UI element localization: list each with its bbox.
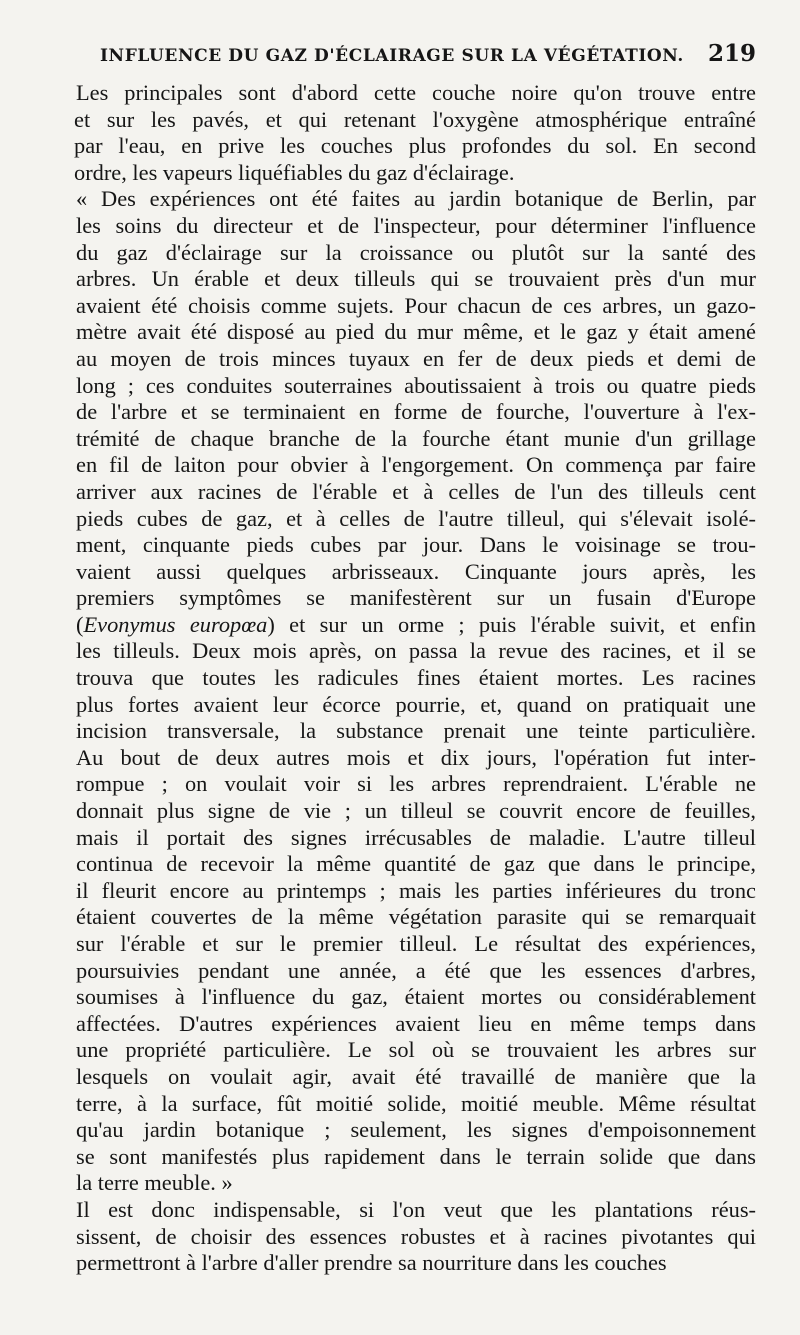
- text-line: premiers symptômes se manifestèrent sur un fusain d'Europe: [76, 585, 756, 611]
- text-line: les soins du directeur et de l'inspecteur, pour déterminer l'influence: [76, 212, 756, 238]
- text-line: au moyen de trois minces tuyaux en fer de deux pieds et demi de: [76, 345, 756, 371]
- text-line: les tilleuls. Deux mois après, on passa la revue des racines, et il se: [76, 638, 756, 664]
- text-line: Les principales sont d'abord cette couche noire qu'on trouve entre: [76, 80, 756, 105]
- text-line: étaient couvertes de la même végétation parasite qui se remarquait: [76, 904, 756, 930]
- text-line: sur l'érable et sur le premier tilleul. Le résultat des expériences,: [76, 931, 756, 956]
- text-line: arriver aux racines de l'érable et à celles de l'un des tilleuls cent: [76, 478, 756, 504]
- text-line: incision transversale, la substance prenait une teinte particulière.: [76, 718, 756, 744]
- text-line: ment, cinquante pieds cubes par jour. Dans le voisinage se trou-: [76, 532, 756, 558]
- text-line: vaient aussi quelques arbrisseaux. Cinquante jours après, les: [76, 558, 756, 584]
- text-line: par l'eau, en prive les couches plus profondes du sol. En second: [74, 133, 756, 159]
- text-line: mais il portait des signes irrécusables de maladie. L'autre tilleul: [76, 824, 756, 850]
- text-line: soumises à l'influence du gaz, étaient mortes ou considérablement: [76, 984, 756, 1010]
- paragraph: [52, 80, 756, 186]
- text-line: affectées. D'autres expériences avaient lieu en même temps dans: [76, 1010, 756, 1036]
- text-line: permettront à l'arbre d'aller prendre sa nourriture dans les couches: [76, 1250, 667, 1276]
- text-line: une propriété particulière. Le sol où se trouvaient les arbres sur: [76, 1037, 756, 1063]
- text-line: trémité de chaque branche de la fourche étant munie d'un grillage: [76, 425, 756, 451]
- text-line: mètre avait été disposé au pied du mur même, et le gaz y était amené: [76, 319, 756, 345]
- text-line: « Des expériences ont été faites au jardin botanique de Berlin, par: [76, 186, 756, 212]
- text-line: donnait plus signe de vie ; un tilleul se couvrit encore de feuilles,: [76, 798, 756, 824]
- paragraph: [52, 1197, 756, 1277]
- text-line: avaient été choisis comme sujets. Pour chacun de ces arbres, un gazo-: [76, 292, 756, 318]
- text-line: Au bout de deux autres mois et dix jours, l'opération fut inter-: [76, 744, 756, 770]
- text-line: de l'arbre et se terminaient en forme de fourche, l'ouverture à l'ex-: [76, 399, 756, 425]
- text-line: et sur les pavés, et qui retenant l'oxygène atmosphérique entraîné: [74, 106, 756, 132]
- page-header: [52, 40, 756, 80]
- text-line: ordre, les vapeurs liquéfiables du gaz d'éclairage.: [74, 159, 515, 185]
- text-line: Il est donc indispensable, si l'on veut que les plantations réus-: [76, 1196, 756, 1222]
- text-line: en fil de laiton pour obvier à l'engorgement. On commença par faire: [76, 452, 756, 478]
- text-line: long ; ces conduites souterraines aboutissaient à trois ou quatre pieds: [76, 372, 756, 398]
- text-line: il fleurit encore au printemps ; mais les parties inférieures du tronc: [76, 877, 756, 903]
- text-line: rompue ; on voulait voir si les arbres reprendraient. L'érable ne: [76, 771, 756, 797]
- page-number: 219: [707, 40, 756, 67]
- text-line: se sont manifestés plus rapidement dans le terrain solide que dans: [76, 1143, 756, 1169]
- text-line: (Evonymus europœa) et sur un orme ; puis l'érable suivit, et enfin: [76, 611, 757, 637]
- text-line: lesquels on voulait agir, avait été travaillé de manière que la: [76, 1063, 756, 1089]
- text-line: continua de recevoir la même quantité de gaz que dans le principe,: [76, 851, 756, 877]
- text-line: arbres. Un érable et deux tilleuls qui se trouvaient près d'un mur: [76, 266, 756, 292]
- body-text: [52, 80, 756, 1277]
- text-line: terre, à la surface, fût moitié solide, moitié meuble. Même résultat: [76, 1090, 756, 1116]
- paragraph: [52, 186, 756, 1197]
- text-line: poursuivies pendant une année, a été que les essences d'arbres,: [76, 957, 756, 983]
- species-name: Evonymus europœa: [83, 611, 268, 637]
- text-line: du gaz d'éclairage sur la croissance ou plutôt sur la santé des: [76, 239, 756, 265]
- running-title: INFLUENCE DU GAZ D'ÉCLAIRAGE SUR LA VÉGÉTATION.: [100, 46, 684, 66]
- text-line: qu'au jardin botanique ; seulement, les signes d'empoisonnement: [76, 1117, 756, 1143]
- text-line: la terre meuble. »: [76, 1170, 233, 1196]
- text-line: trouva que toutes les radicules fines étaient mortes. Les racines: [76, 665, 756, 691]
- text-line: plus fortes avaient leur écorce pourrie, et, quand on pratiquait une: [76, 691, 756, 717]
- text-line: sissent, de choisir des essences robustes et à racines pivotantes qui: [76, 1223, 756, 1249]
- text-line: pieds cubes de gaz, et à celles de l'autre tilleul, qui s'élevait isolé-: [76, 505, 756, 531]
